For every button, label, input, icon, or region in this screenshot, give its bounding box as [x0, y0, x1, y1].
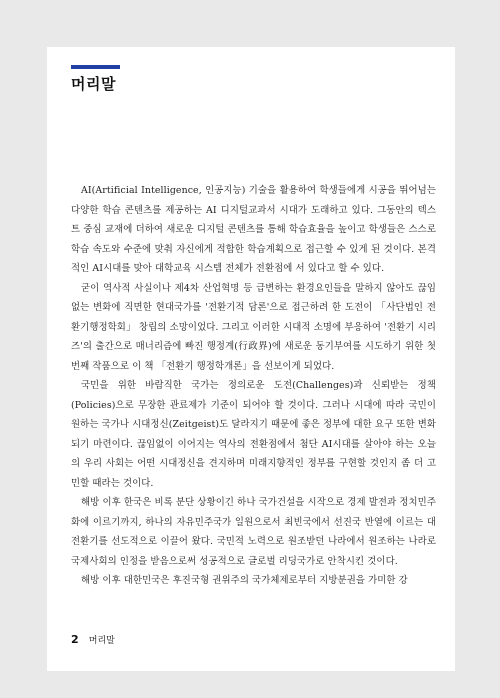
title-accent-bar [71, 65, 120, 69]
paragraph-5: 해방 이후 대한민국은 후진국형 권위주의 국가체제로부터 지방분권을 가미한 강 [81, 575, 408, 586]
running-title: 머리말 [88, 636, 115, 646]
paragraph-4: 해방 이후 한국은 비록 분단 상황이긴 하나 국가건설을 시작으로 경제 발전과 정치민주화에 이르기까지, 하나의 자유민주국가 일원으로서 최빈국에서 선진국 반열에 이르는 대전환기를 선도적으로 이끌어 왔다. 국민적 노력으로 원조받던 나라에서 원조하는 나라로 국제사회의 인정을 받음으로써 성공적으로 글로벌 리딩국가로 안착시킨 것이다. [71, 497, 436, 567]
book-page [47, 47, 455, 671]
paragraph-2: 굳이 역사적 사실이나 제4차 산업혁명 등 급변하는 환경요인들을 말하지 않아도 끊임없는 변화에 직면한 현대국가를 '전환기적 담론'으로 접근하려 한 도전이 「사단법인 전환기행정학회」 창립의 소망이었다. 그리고 이러한 시대적 소명에 부응하여 '전환기 시리즈'의 출간으로 매너리즘에 빠진 행정계(行政界)에 새로운 동기부여를 시도하기 위한 첫 번째 작품으로 이 책 「전환기 행정학개론」을 선보이게 되었다. [71, 282, 436, 372]
paragraph-3: 국민을 위한 바람직한 국가는 정의로운 도전(Challenges)과 신뢰받는 정책(Policies)으로 무장한 관료제가 기준이 되어야 할 것이다. 그러나 시대에 따라 국민이 원하는 국가나 시대정신(Zeitgeist)도 달라지기 때문에 좋은 정부에 대한 요구 또한 변화되기 마련이다. 끊임없이 이어지는 역사의 전환점에서 첨단 AI시대를 살아야 하는 오늘의 우리 사회는 어떤 시대정신을 견지하며 미래지향적인 정부를 구현할 것인지 좀 더 고민할 때라는 것이다. [71, 380, 437, 489]
body-text [71, 181, 436, 591]
page-number: 2 [71, 633, 79, 646]
page-footer [71, 628, 115, 647]
paragraph-1: AI(Artificial Intelligence, 인공지능) 기술을 활용하여 학생들에게 시공을 뛰어넘는 다양한 학습 콘텐츠를 제공하는 AI 디지털교과서 시대가 도래하고 있다. 그동안의 텍스트 중심 교재에 더하여 새로운 디지털 콘텐츠를 통해 학습효율을 높이고 학생들은 스스로 학습 속도와 수준에 맞춰 자신에게 적합한 학습계획으로 접근할 수 있게 된 것이다. 본격적인 AI시대를 맞아 대학교육 시스템 전체가 전환점에 서 있다고 할 수 있다. [71, 185, 436, 274]
page-title: 머리말 [71, 75, 116, 93]
